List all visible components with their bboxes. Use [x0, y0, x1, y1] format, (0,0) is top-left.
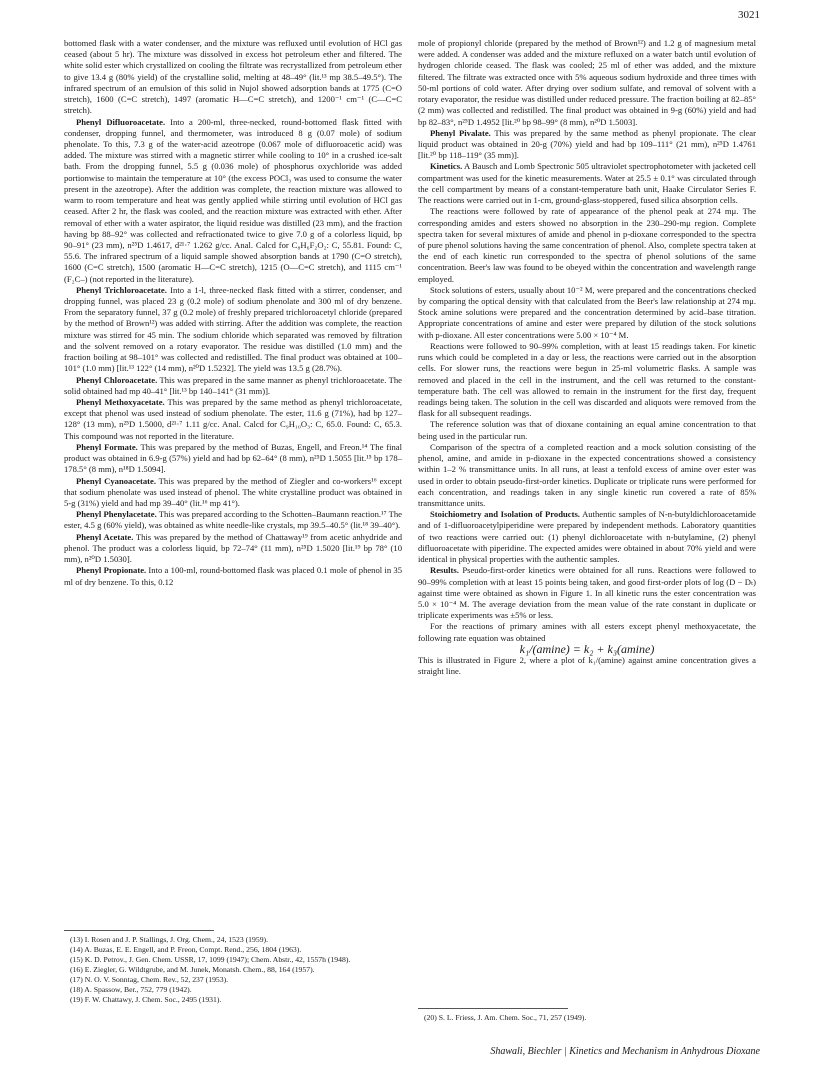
- paragraph-text: This was prepared in the same manner as phenyl trichloroacetate. The solid obtained had mp 40–41° [lit.¹³ bp 140–141° (31 mm)].: [64, 374, 402, 396]
- left-column: [64, 38, 402, 588]
- paragraph-text: bottomed flask with a water condenser, and the mixture was refluxed until evolution of HCl gas ceased (about 5 hr). The mixture was dissolved in excess hot petroleum ether and filtered. The white solid ester which crystallized on cooling the filtrate was recrystallized from petroleum ether to give 13.4 g (80% yield) of the crystalline solid, melting at 48–49° (lit.¹³ mp 38.5–49.5°). The infrared spectrum of an emulsion of this solid in Nujol showed adsorption bands at 1775 (C=O stretch), 1600 (C=C stretch), 1497 (aromatic H—C=C stretch), and 1200⁻¹ cm⁻¹ (C—C=C stretch).: [64, 38, 402, 116]
- paragraph-text: Stock solutions of esters, usually about 10⁻² M, were prepared and the concentrations checked by comparing the optical density with that calculated from the Beer's law relationship at 274 mμ. Stock amine solutions were prepared and the concentration determined by acid–base titration. Appropriate concentrations of amine and ester were prepared by dilution of the stock solutions with p-dioxane. All ester concentrations were 5.00 × 10⁻⁴ M.: [418, 284, 756, 340]
- footnote: (20) S. L. Friess, J. Am. Chem. Soc., 71, 257 (1949).: [424, 1013, 587, 1022]
- footnote: (15) K. D. Petrov., J. Gen. Chem. USSR, 17, 1099 (1947); Chem. Abstr., 42, 1557h (1948).: [70, 955, 351, 964]
- footnote: (19) F. W. Chattawy, J. Chem. Soc., 2495 (1931).: [70, 995, 222, 1004]
- paragraph-text: Pseudo-first-order kinetics were obtained for all runs. Reactions were followed to 90–99% completion with at least 15 points being taken, and good first-order plots of log (D − Dₜ) against time were obtained as shown in Figure 1. In all kinetic runs the ester concentration was 5.0 × 10⁻⁴ M. The average deviation from the mean value of the rate constant in duplicate or triplicate experiments was ±5% or less.: [418, 565, 756, 621]
- section-heading: Phenyl Formate.: [76, 441, 138, 452]
- left-footnotes: [64, 930, 351, 1005]
- paragraph: [64, 375, 402, 397]
- right-paragraphs: [418, 38, 756, 644]
- paragraph: [418, 206, 756, 285]
- paragraph: [418, 621, 756, 643]
- section-heading: Phenyl Pivalate.: [430, 127, 491, 138]
- paragraph: [64, 397, 402, 442]
- paragraph: [64, 476, 402, 510]
- footnote: (14) A. Buzas, E. E. Engell, and P. Freon, Compt. Rend., 256, 1804 (1963).: [70, 945, 302, 954]
- paragraph: [418, 509, 756, 565]
- paragraph: [64, 285, 402, 375]
- paragraph-text: The reactions were followed by rate of appearance of the phenol peak at 274 mμ. The corresponding amides and esters showed no absorption in the 230–290-mμ region. Complete spectra taken for several mixtures of amide and phenol in p-dioxane corresponded to the spectra of pure phenol solutions having the same concentration of phenol. Also, complete spectra taken at the end of each kinetic run corresponded to the spectra of phenol solutions of the same concentration. Beer's law was found to be obeyed within the concentration and wavelength range employed.: [418, 206, 756, 284]
- footnote: (18) A. Spassow, Ber., 752, 779 (1942).: [70, 985, 192, 994]
- section-heading: Phenyl Phenylacetate.: [76, 509, 157, 520]
- paragraph: [418, 565, 756, 621]
- footnote: (13) I. Rosen and J. P. Stallings, J. Org. Chem., 24, 1523 (1959).: [70, 935, 269, 944]
- paragraph-text: Authentic samples of N-n-butyldichloroacetamide and of 1-difluoroacetylpiperidine were prepared by independent methods. Laboratory quantities of two reactions were carried out: (1) phenyl dichloroacetate with n-butylamine, (2) phenyl difluoroacetate with piperidine. The expected amides were obtained in about 70% yield and were identical in physical properties with the authentic samples.: [418, 509, 756, 565]
- paragraph: [418, 341, 756, 420]
- paragraph-text: Reactions were followed to 90–99% completion, with at least 15 readings taken. For kinetic runs which could be completed in a day or less, the reactions were carried out in the absorption cells. For slower runs, the reactions were begun in 25-ml volumetric flasks. A sample was removed and placed in the cell in the instrument, and the cell was returned to the constant-temperature bath. The cell was allowed to remain in the instrument for the first day, frequent readings being taken. The solution in the cell was discarded and aliquots were removed from the flask for all subsequent readings.: [418, 340, 756, 419]
- section-heading: Stoichiometry and Isolation of Products.: [430, 509, 580, 520]
- section-heading: Phenyl Acetate.: [76, 531, 134, 542]
- paragraph: [418, 128, 756, 162]
- paragraph-text: This was prepared by the same method as phenyl propionate. The clear liquid product was obtained in 20-g (70%) yield and had bp 109–111° (21 mm), n²⁵D 1.4761 [lit.²⁰ bp 118–119° (35 mm)].: [418, 127, 756, 161]
- paragraph-text: Into a 200-ml, three-necked, round-bottomed flask fitted with condenser, dropping funnel, and thermometer, was introduced 8 g (0.07 mole) of sodium phenolate. To this, 7.3 g of the water-acid azeotrope (0.067 mole of difluoroacetic acid) was added. The mixture was stirred with a magnetic stirrer while cooling to 10° in a crushed ice-salt bath. From the dropping funnel, 5.5 g (0.036 mole) of phosphorus oxychloride was added portionwise to maintain the temperature at 10° (the excess POCl₃ was used to consume the water present in the azeotrope). After the addition was complete, the reaction mixture was allowed to warm to room temperature and heat was gently applied while stirring until evolution of HCl gas ceased. After 2 hr, the flask was cooled, and the reaction mixture was extracted with ether. After removal of ether with a water aspirator, the liquid residue was distilled (23 mm), and the fraction having bp 88–92° was collected and refractionated twice to give 7.0 g of a colorless liquid, bp 90–91° (23 mm), n²⁵D 1.4617, d²¹·⁷ 1.262 g/cc. Anal. Calcd for C₈H₆F₂O₂: C, 55.81. Found: C, 55.6. The infrared spectrum of a liquid sample showed absorption bands at 1790 (C=O stretch), 1600 (C=C stretch), 1500 (aromatic H—C=C stretch), 1215 (O—C=C stretch), and 1115 cm⁻¹ (F₂C–) (not reported in the literature).: [64, 116, 402, 284]
- paragraph: [418, 285, 756, 341]
- paragraph-text: Into a 100-ml, round-bottomed flask was placed 0.1 mole of phenol in 35 ml of dry benzene. To this, 0.12: [64, 565, 402, 587]
- paragraph: [418, 161, 756, 206]
- section-heading: Phenyl Difluoroacetate.: [76, 116, 166, 127]
- paragraph: [418, 38, 756, 128]
- footnote: (17) N. O. V. Sonntag, Chem. Rev., 52, 237 (1953).: [70, 975, 229, 984]
- paragraph: [418, 419, 756, 441]
- right-footnotes: [418, 1008, 587, 1023]
- paragraph-text: mole of propionyl chloride (prepared by the method of Brown¹²) and 1.2 g of magnesium metal were added. A condenser was added and the mixture refluxed on a water batch until evolution of hydrogen chloride ceased. The flask was cooled; 25 ml of ether was added, and the mixture filtered. The filtrate was extracted once with 5% aqueous sodium hydroxide and three times with 50-ml portions of cold water. After drying over sodium sulfate, and removal of solvent with a rotary evaporator, the residue was distilled under reduced pressure. The fraction boiling at 82–85° (2 mm) was collected and redistilled. The final product was obtained in 9-g (60%) yield and had bp 82–83°, n²⁵D 1.4952 [lit.²⁰ bp 98–99° (8 mm), n²⁰D 1.5003].: [418, 38, 756, 127]
- paragraph: [64, 509, 402, 531]
- right-column: [418, 38, 756, 677]
- section-heading: Phenyl Propionate.: [76, 565, 147, 576]
- paragraph-text: The reference solution was that of dioxane containing an equal amine concentration to that being used in the particular run.: [418, 419, 756, 441]
- paragraph-text: Comparison of the spectra of a completed reaction and a mock solution consisting of the phenol, amine, and amide in p-dioxane in the expected concentrations showed a consistency within 1–2 % transmittance units. In all runs, at least a tenfold excess of amine over ester was used in order to obtain pseudo-first-order kinetics. Duplicate or triplicate runs were performed for each concentration, and readings taken in any single kinetic run covered a rate of 85% transmittance units.: [418, 441, 756, 508]
- paragraph: [64, 565, 402, 587]
- running-footer: Shawali, Biechler | Kinetics and Mechanism in Anhydrous Dioxane: [490, 1046, 760, 1057]
- paragraph-text: This was prepared by the method of Chattaway¹⁹ from acetic anhydride and phenol. The product was a colorless liquid, bp 72–74° (11 mm), n²⁵D 1.5020 [lit.¹⁹ bp 78° (10 mm), n²⁰D 1.5030].: [64, 531, 402, 565]
- paragraph: [64, 117, 402, 285]
- section-heading: Phenyl Trichloroacetate.: [76, 284, 167, 295]
- paragraph-text: This was prepared by the method of Buzas, Engell, and Freon.¹⁴ The final product was obtained in 6.9-g (57%) yield and had bp 62–64° (8 mm), n²⁵D 1.5055 [lit.¹⁵ bp 178–178.5° (8 mm), n¹⁸D 1.5094].: [64, 441, 402, 475]
- page-number: 3021: [738, 9, 760, 21]
- section-heading: Phenyl Chloroacetate.: [76, 374, 158, 385]
- rate-equation: k₁/(amine) = k₂ + k₃(amine): [519, 641, 655, 656]
- section-heading: Phenyl Methoxyacetate.: [76, 397, 165, 407]
- section-heading: Results.: [430, 565, 459, 576]
- paragraph: [64, 532, 402, 566]
- paragraph-text: This was prepared by the method of Ziegler and co-workers¹⁶ except that sodium phenolate was used instead of phenol. The white crystalline product was obtained in 5-g (31%) yield and had mp 39–40° (lit.¹⁶ mp 41°).: [64, 475, 402, 508]
- paragraph: [64, 38, 402, 117]
- paragraph: [64, 442, 402, 476]
- after-equation-paragraph: This is illustrated in Figure 2, where a plot of k₁/(amine) against amine concentration gives a straight line.: [418, 655, 756, 677]
- paragraph: [418, 442, 756, 509]
- section-heading: Kinetics.: [430, 161, 463, 172]
- paragraph-text: A Bausch and Lomb Spectronic 505 ultraviolet spectrophotometer with jacketed cell compartment was used for the kinetic measurements. Water at 25.5 ± 0.1° was circulated through the cell compartment by means of a constant-temperature bath unit, Haake Circulator Series F. The reactions were carried out in 1-cm, ground-glass-stoppered, fused silica absorption cells.: [418, 161, 756, 206]
- paragraph-text: This was prepared by the same method as phenyl trichloroacetate, except that phenol was used instead of sodium phenolate. The ester, 11.6 g (71%), had bp 127–128° (13 mm), n²⁵D 1.5000, d²¹·⁷ 1.11 g/cc. Anal. Calcd for C₉H₁₀O₃: C, 65.0. Found: C, 65.3. This compound was not reported in the literature.: [64, 397, 402, 441]
- footnote: (16) E. Ziegler, G. Wildtgrube, and M. Junek, Monatsh. Chem., 88, 164 (1957).: [70, 965, 315, 974]
- paragraph-text: Into a 1-l, three-necked flask fitted with a stirrer, condenser, and dropping funnel, was placed 23 g (0.2 mole) of sodium phenolate and 300 ml of dry benzene. From the separatory funnel, 37 g (0.2 mole) of freshly prepared trichloroacetyl chloride (prepared by the method of Brown¹²) was added with stirring. After the addition was complete, the reaction mixture was stirred for 45 min. The sodium chloride which separated was removed by filtration and the solvent removed on a rotary evaporator. The residue was distilled (1.0 mm) and the fraction boiling at 98–101° was collected and redistilled. The final product was obtained at 100–101° (1.0 mm) [lit.¹³ 122° (14 mm), n²⁰D 1.5232]. The yield was 13.5 g (28.7%).: [64, 284, 402, 374]
- paragraph-text: This was prepared according to the Schotten–Baumann reaction.¹⁷ The ester, 4.5 g (60% yield), was obtained as white needle-like crystals, mp 39.5–40.5° (lit.¹⁸ 39–40°).: [64, 509, 402, 531]
- section-heading: Phenyl Cyanoacetate.: [76, 475, 156, 486]
- paragraph-text: For the reactions of primary amines with all esters except phenyl methoxyacetate, the following rate equation was obtained: [418, 621, 756, 643]
